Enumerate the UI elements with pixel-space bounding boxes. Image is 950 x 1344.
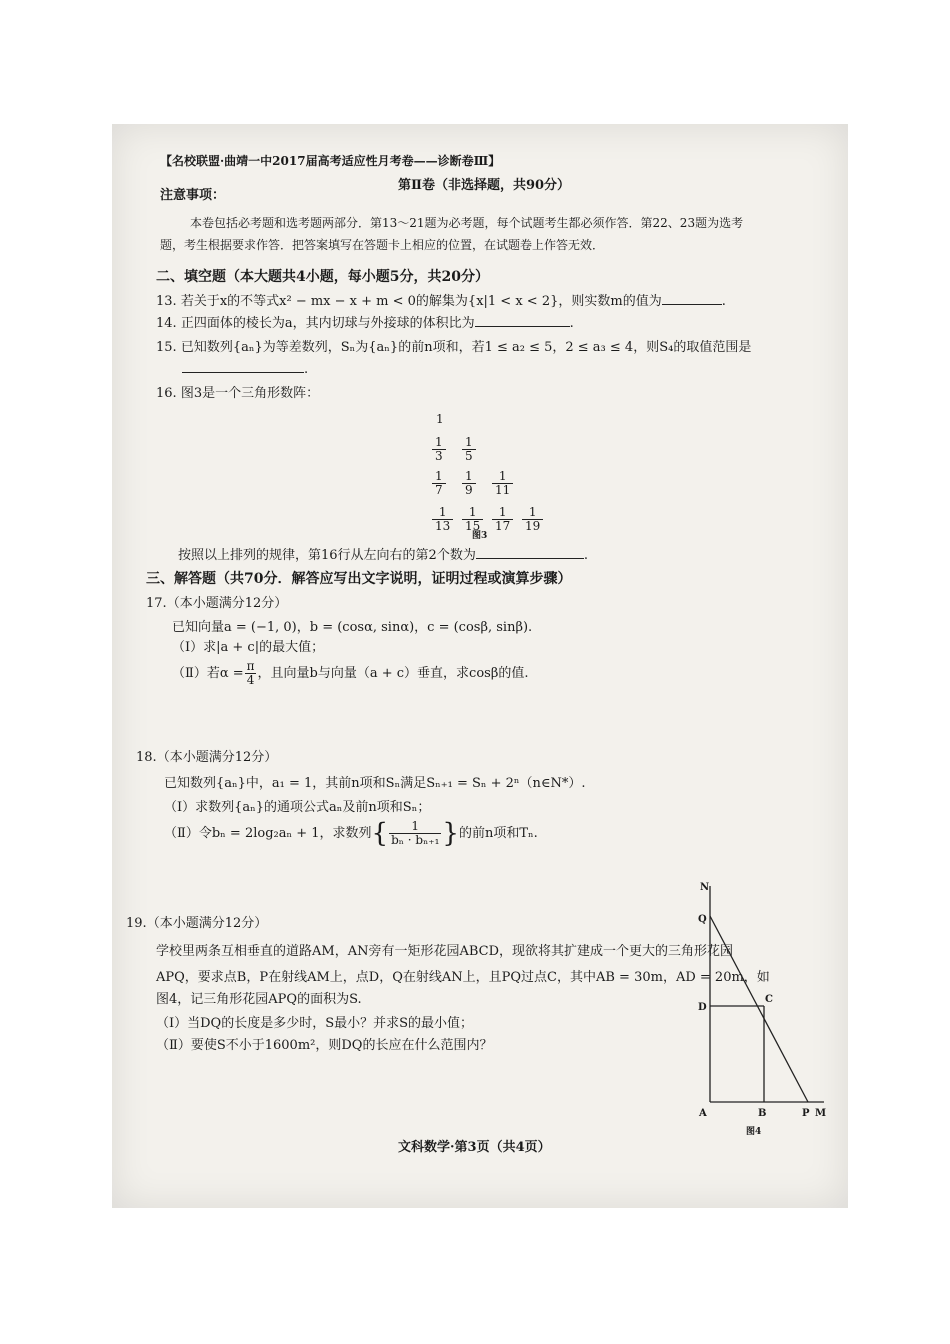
question-18-part-1: （Ⅰ）求数列{aₙ}的通项公式aₙ及前n项和Sₙ； [164, 800, 431, 815]
numerator: 1 [468, 505, 477, 519]
denominator: 17 [492, 519, 513, 533]
question-score: （本小题满分12分） [166, 596, 288, 611]
question-score: （本小题满分12分） [146, 916, 268, 931]
label-p: P [802, 1108, 810, 1119]
numerator: 1 [411, 819, 420, 833]
part-text: （Ⅱ）令bₙ = 2log₂aₙ + 1，求数列 [164, 826, 372, 841]
question-18-line-1: 已知数列{aₙ}中，a₁ = 1，其前n项和Sₙ满足Sₙ₊₁ = Sₙ + 2ⁿ（n∈N*）. [164, 776, 586, 791]
question-number: 16. [156, 386, 177, 401]
triangle-fraction [462, 436, 476, 463]
numerator: 1 [438, 505, 447, 519]
question-19-part-1: （Ⅰ）当DQ的长度是多少时，S最小？并求S的最小值； [156, 1016, 474, 1031]
period: . [569, 316, 574, 331]
label-n: N [700, 882, 710, 893]
left-brace: { [371, 818, 389, 849]
denominator: 15 [462, 519, 483, 533]
denominator: bₙ · bₙ₊₁ [391, 833, 440, 847]
denominator: 7 [432, 483, 446, 497]
question-number: 17. [146, 596, 167, 611]
fraction-reciprocal [389, 820, 441, 847]
numerator: 1 [498, 505, 507, 519]
question-16-followup [178, 544, 588, 563]
question-19-line-1: 学校里两条互相垂直的道路AM，AN旁有一矩形花园ABCD，现欲将其扩建成一个更大的三角形花园 [156, 944, 734, 959]
question-17-header [146, 592, 287, 611]
label-m: M [815, 1108, 827, 1119]
period: . [583, 548, 588, 563]
triangle-fraction [522, 506, 543, 533]
question-18-part-2 [164, 820, 538, 847]
question-score: （本小题满分12分） [156, 750, 278, 765]
numerator: 1 [528, 505, 537, 519]
question-number: 15. [156, 340, 177, 355]
question-text: 若关于x的不等式x² − mx − x + m < 0的解集为{x|1 < x < 2}，则实数m的值为 [180, 294, 662, 309]
label-d: D [698, 1002, 707, 1013]
numerator: 1 [435, 469, 443, 483]
denominator: 11 [492, 483, 513, 497]
question-text: 按照以上排列的规律，第16行从左向右的第2个数为 [178, 548, 476, 563]
question-16 [156, 382, 319, 401]
part-text: （Ⅱ）若α = [172, 666, 244, 681]
answer-blank [476, 544, 584, 559]
right-brace: } [442, 818, 459, 849]
numerator: 1 [498, 469, 507, 483]
question-text: 已知数列{aₙ}为等差数列，Sₙ为{aₙ}的前n项和，若1 ≤ a₂ ≤ 5，2 ≤ a₃ ≤ 4，则S₄的取值范围是 [180, 340, 752, 355]
question-15 [156, 336, 751, 355]
part-text: 的前n项和Tₙ. [458, 826, 538, 841]
section-3-title: 三、解答题（共70分．解答应写出文字说明，证明过程或演算步骤） [146, 571, 572, 587]
denominator: 9 [462, 483, 476, 497]
part-text: ，且向量b与向量（a + c）垂直，求cosβ的值. [257, 666, 529, 681]
question-number: 14. [156, 316, 177, 331]
numerator: 1 [435, 435, 443, 449]
denominator: 4 [246, 673, 255, 687]
question-18-header [136, 746, 277, 765]
triangle-fraction [432, 436, 446, 463]
denominator: 13 [432, 519, 453, 533]
question-number: 13. [156, 294, 177, 309]
numerator: 1 [465, 469, 473, 483]
page-footer: 文科数学·第3页（共4页） [398, 1140, 551, 1155]
triangle-fraction [462, 470, 476, 497]
period: . [304, 362, 309, 377]
numerator: 1 [465, 435, 473, 449]
question-13 [156, 290, 726, 309]
denominator: 3 [432, 449, 446, 463]
answer-blank [475, 312, 570, 327]
triangle-fraction [492, 506, 513, 533]
part-title: 第Ⅱ卷（非选择题，共90分） [398, 178, 571, 193]
question-14 [156, 312, 574, 331]
question-number: 18. [136, 750, 157, 765]
question-19-line-2: APQ，要求点B，P在射线AM上，点D，Q在射线AN上，且PQ过点C，其中AB = 30m，AD = 20m，如 [156, 970, 770, 985]
question-number: 19. [126, 916, 147, 931]
denominator: 19 [522, 519, 543, 533]
question-17-part-1: （Ⅰ）求|a + c|的最大值； [172, 640, 325, 655]
answer-blank [182, 358, 304, 373]
question-19-part-2: （Ⅱ）要使S不小于1600m²，则DQ的长应在什么范围内？ [156, 1038, 493, 1053]
notice-line-1: 本卷包括必考题和选考题两部分．第13～21题为必考题，每个试题考生都必须作答．第22、23题为选考 [190, 216, 744, 230]
triangle-fraction [492, 470, 513, 497]
notice-line-2: 题，考生根据要求作答．把答案填写在答题卡上相应的位置，在试题卷上作答无效． [160, 238, 605, 252]
question-15-blank [182, 358, 308, 377]
figure-4-caption: 图4 [746, 1127, 762, 1137]
triangle-fraction [432, 506, 453, 533]
segment-pq [710, 916, 808, 1102]
question-text: 图3是一个三角形数阵： [180, 386, 320, 401]
question-19-line-3: 图4，记三角形花园APQ的面积为S. [156, 992, 362, 1007]
denominator: 5 [462, 449, 476, 463]
triangle-row-1: 1 [436, 412, 444, 426]
label-b: B [758, 1108, 767, 1119]
exam-header: 【名校联盟·曲靖一中2017届高考适应性月考卷——诊断卷Ⅲ】 [160, 154, 501, 168]
answer-blank [662, 290, 722, 305]
figure-4-diagram [582, 870, 832, 1140]
question-17-part-2 [172, 660, 528, 687]
fraction-pi-over-4 [245, 660, 257, 687]
triangle-fraction [432, 470, 446, 497]
label-a: A [699, 1108, 707, 1119]
question-17-line-1: 已知向量a = (−1, 0)，b = (cosα, sinα)，c = (cosβ, sinβ). [172, 620, 533, 635]
period: . [721, 294, 726, 309]
section-2-title: 二、填空题（本大题共4小题，每小题5分，共20分） [156, 269, 489, 285]
figure-3-caption: 图3 [472, 531, 488, 541]
question-text: 正四面体的棱长为a，其内切球与外接球的体积比为 [180, 316, 475, 331]
numerator: π [246, 659, 255, 673]
notice-title: 注意事项： [160, 188, 226, 203]
label-q: Q [698, 914, 707, 925]
question-19-header [126, 912, 267, 931]
label-c: C [765, 994, 773, 1005]
